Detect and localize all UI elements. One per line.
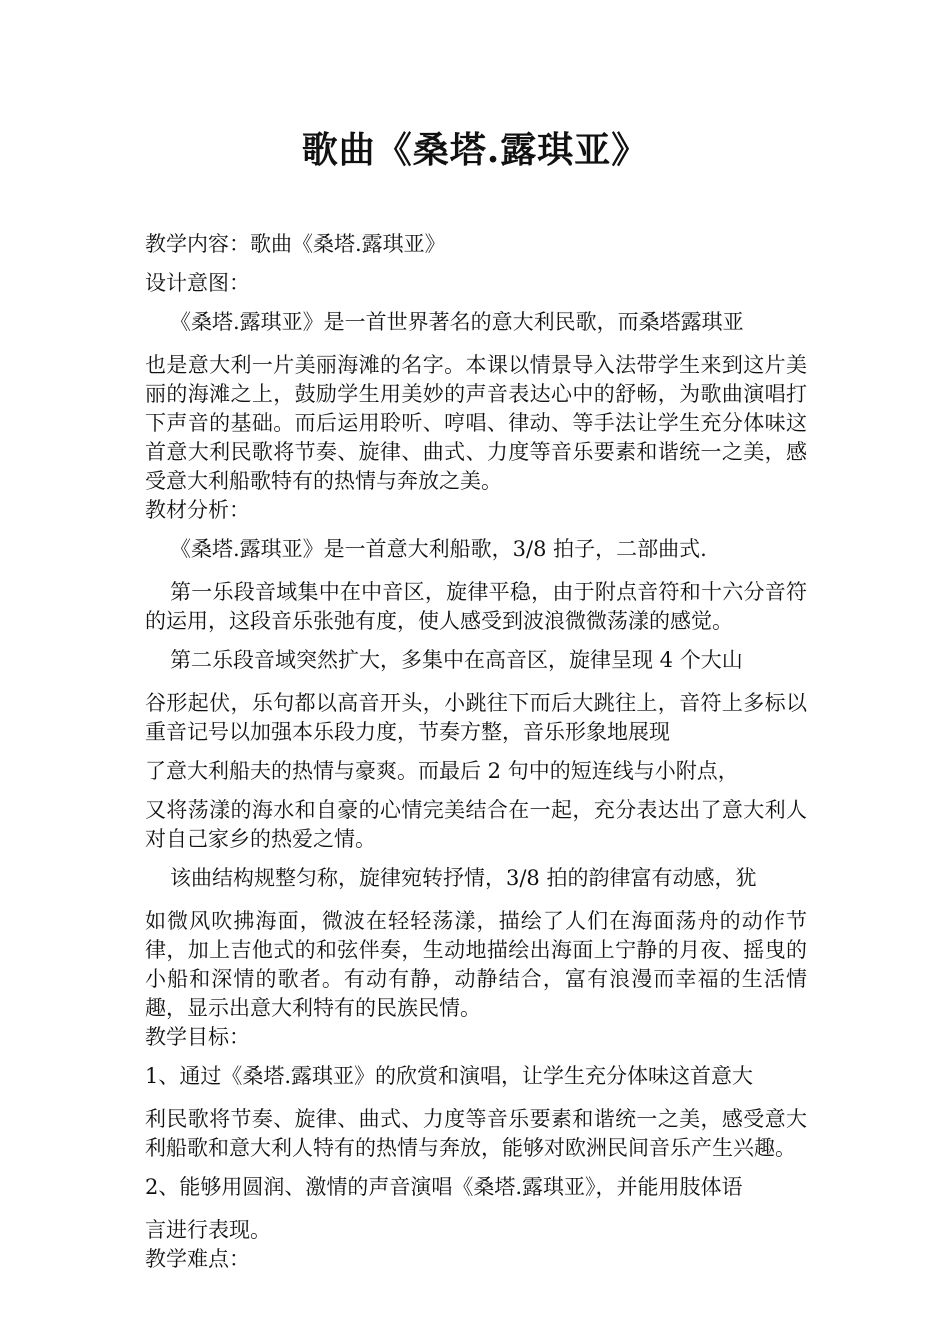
analysis-paragraph-4-rest: 如微风吹拂海面，微波在轻轻荡漾，描绘了人们在海面荡舟的动作节律，加上吉他式的和弦伴奏，生动地描绘出海面上宁静的月夜、摇曳的小船和深情的歌者。有动有静，动静结合，富有浪漫而幸福的生活情趣，显示出意大利特有的民族民情。 — [145, 909, 807, 1020]
analysis-paragraph-2: 第一乐段音域集中在中音区，旋律平稳，由于附点音符和十六分音符的运用，这段音乐张弛有度，使人感受到波浪微微荡漾的感觉。 — [145, 580, 807, 633]
analysis-paragraph-3-line-1: 第二乐段音域突然扩大，多集中在高音区，旋律呈现 4 个大山 — [170, 648, 743, 672]
analysis-heading: 教材分析： — [145, 498, 250, 522]
teaching-content-line: 教学内容：歌曲《桑塔.露琪亚》 — [145, 232, 446, 256]
analysis-paragraph-3-line-2: 谷形起伏，乐句都以高音开头，小跳往下而后大跳往上，音符上多标以重音记号以加强本乐段力度，节奏方整，音乐形象地展现 — [145, 691, 807, 744]
goal-1-line-1: 1、通过《桑塔.露琪亚》的欣赏和演唱，让学生充分体味这首意大 — [145, 1064, 754, 1088]
analysis-paragraph-3-line-3: 了意大利船夫的热情与豪爽。而最后 2 句中的短连线与小附点， — [145, 759, 739, 783]
design-heading: 设计意图： — [145, 271, 250, 295]
document-title: 歌曲《桑塔.露琪亚》 — [301, 129, 649, 171]
goal-1-rest: 利民歌将节奏、旋律、曲式、力度等音乐要素和谐统一之美，感受意大利船歌和意大利人特有的热情与奔放，能够对欧洲民间音乐产生兴趣。 — [145, 1107, 807, 1160]
difficulty-heading: 教学难点： — [145, 1247, 250, 1271]
analysis-paragraph-3-line-4: 又将荡漾的海水和自豪的心情完美结合在一起，充分表达出了意大利人对自己家乡的热爱之情。 — [145, 798, 807, 851]
goal-2-line-1: 2、能够用圆润、激情的声音演唱《桑塔.露琪亚》，并能用肢体语 — [145, 1175, 743, 1199]
goals-heading: 教学目标： — [145, 1025, 250, 1049]
analysis-paragraph-4-line-1: 该曲结构规整匀称，旋律宛转抒情，3/8 拍的韵律富有动感，犹 — [170, 866, 757, 890]
analysis-paragraph-1: 《桑塔.露琪亚》是一首意大利船歌，3/8 拍子，二部曲式. — [170, 537, 707, 561]
design-paragraph-first-line: 《桑塔.露琪亚》是一首世界著名的意大利民歌，而桑塔露琪亚 — [170, 310, 744, 334]
goal-2-line-2: 言进行表现。 — [145, 1218, 271, 1242]
design-paragraph-rest: 也是意大利一片美丽海滩的名字。本课以情景导入法带学生来到这片美丽的海滩之上，鼓励学生用美妙的声音表达心中的舒畅，为歌曲演唱打下声音的基础。而后运用聆听、哼唱、律动、等手法让学生充分体味这首意大利民歌将节奏、旋律、曲式、力度等音乐要素和谐统一之美，感受意大利船歌特有的热情与奔放之美。 — [145, 353, 807, 493]
document-body — [145, 230, 807, 1274]
